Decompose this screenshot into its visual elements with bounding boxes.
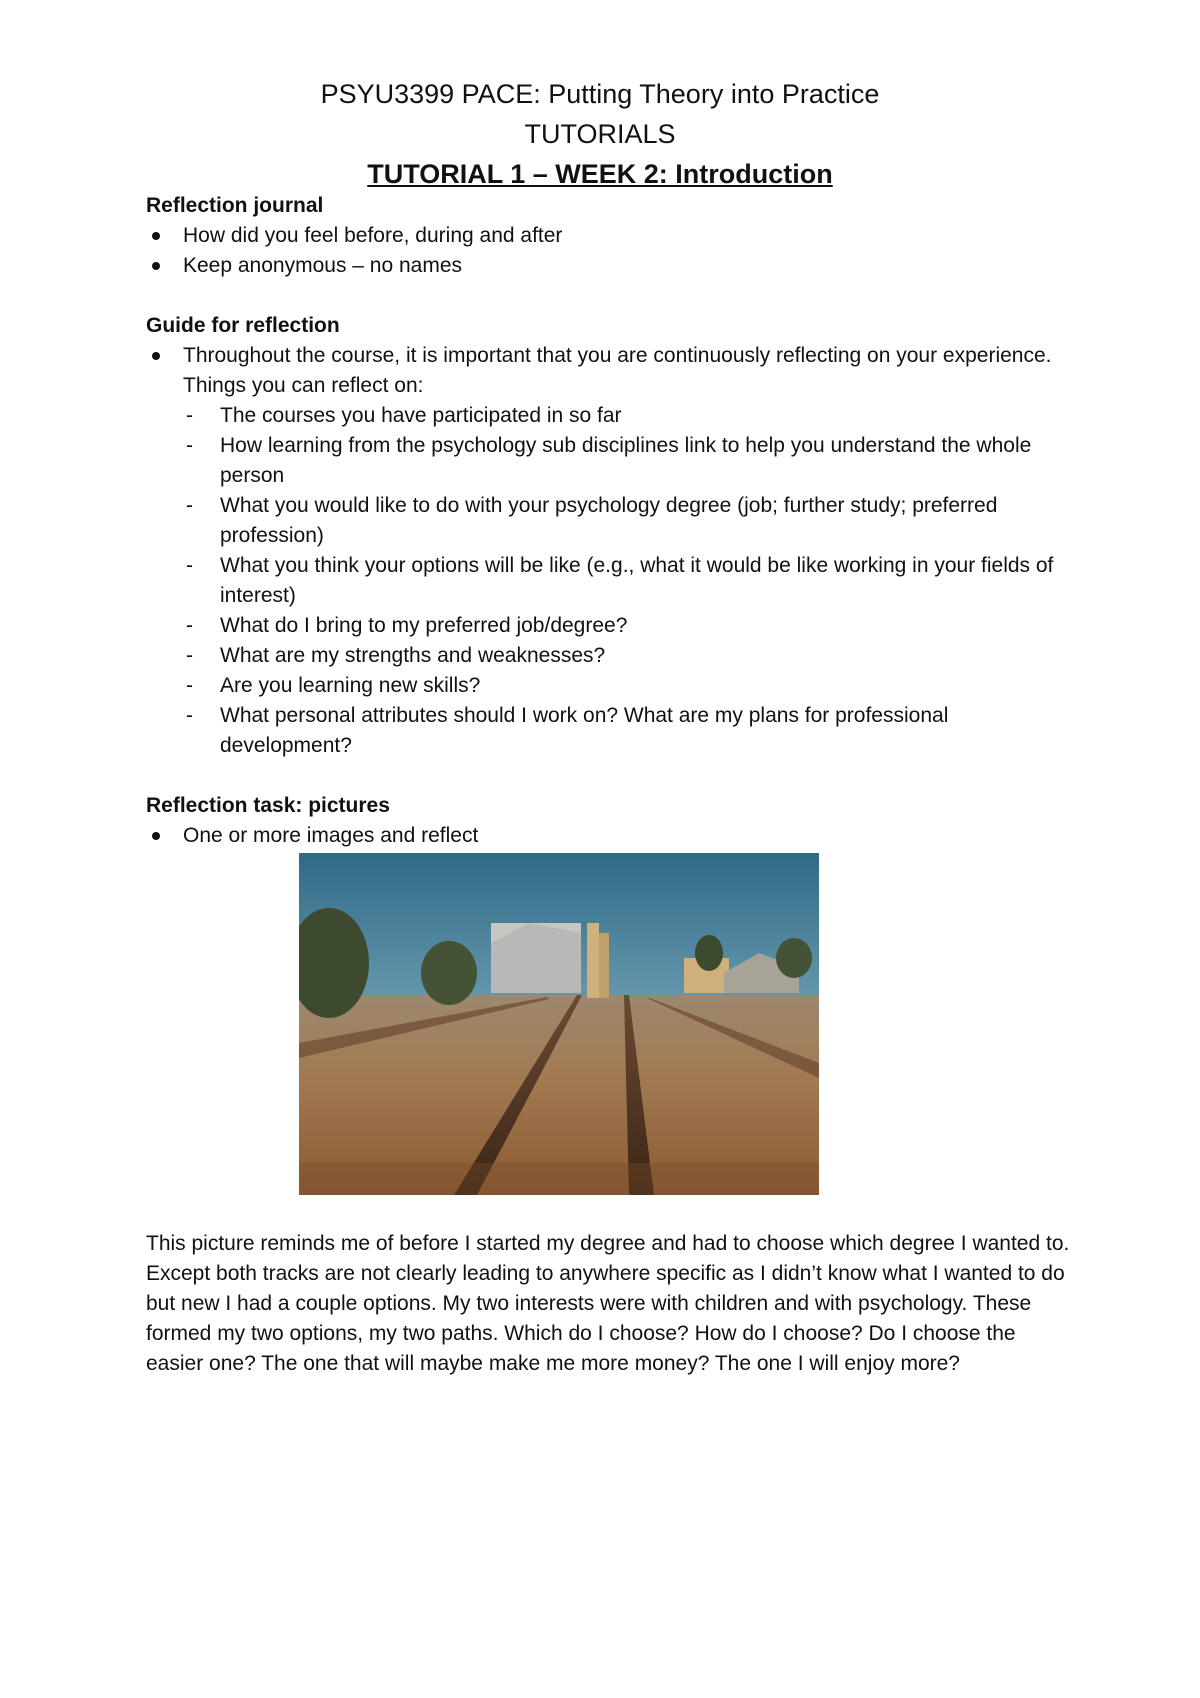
guide-intro-item (146, 341, 1086, 761)
task-list (146, 821, 1086, 851)
task-heading: Reflection task: pictures (146, 794, 390, 817)
guide-heading: Guide for reflection (146, 314, 340, 337)
section-title: TUTORIALS (524, 119, 676, 149)
tutorial-title: TUTORIAL 1 – WEEK 2: Introduction (367, 159, 833, 189)
guide-intro-text: Throughout the course, it is important that you are continuously reflecting on your experience. Things you can reflect on: (183, 344, 1052, 397)
guide-list (146, 341, 1086, 761)
list-item: - What personal attributes should I work on? What are my plans for professional development? (146, 701, 1086, 761)
document-body (146, 191, 1086, 1379)
railway-photo (299, 853, 819, 1195)
list-item: - What are my strengths and weaknesses? (146, 641, 1086, 671)
list-item: - Are you learning new skills? (146, 671, 1086, 701)
course-title: PSYU3399 PACE: Putting Theory into Practice (320, 79, 880, 109)
reflection-paragraph: This picture reminds me of before I started my degree and had to choose which degree I wanted to. Except both tracks are not clearly leading to anywhere specific as I didn’t know what I wanted to do but new I had a couple options. My two interests were with children and with psychology. These formed my two options, my two paths. Which do I choose? How do I choose? Do I choose the easier one? The one that will maybe make me more money? The one I will enjoy more? (146, 1232, 1070, 1375)
list-item: - What you would like to do with your psychology degree (job; further study; preferred profession) (146, 491, 1086, 551)
list-item: - What you think your options will be like (e.g., what it would be like working in your fields of interest) (146, 551, 1086, 611)
list-item: How did you feel before, during and after (146, 221, 1086, 251)
list-item: One or more images and reflect (146, 821, 1086, 851)
document-title-block (0, 74, 1200, 194)
guide-sublist (146, 401, 1086, 761)
list-item: Keep anonymous – no names (146, 251, 1086, 281)
list-item: - How learning from the psychology sub disciplines link to help you understand the whole person (146, 431, 1086, 491)
reflection-journal-list (146, 221, 1086, 281)
reflection-journal-heading: Reflection journal (146, 194, 324, 217)
list-item: - The courses you have participated in so far (146, 401, 1086, 431)
railway-photo-image (299, 853, 819, 1195)
list-item: - What do I bring to my preferred job/degree? (146, 611, 1086, 641)
